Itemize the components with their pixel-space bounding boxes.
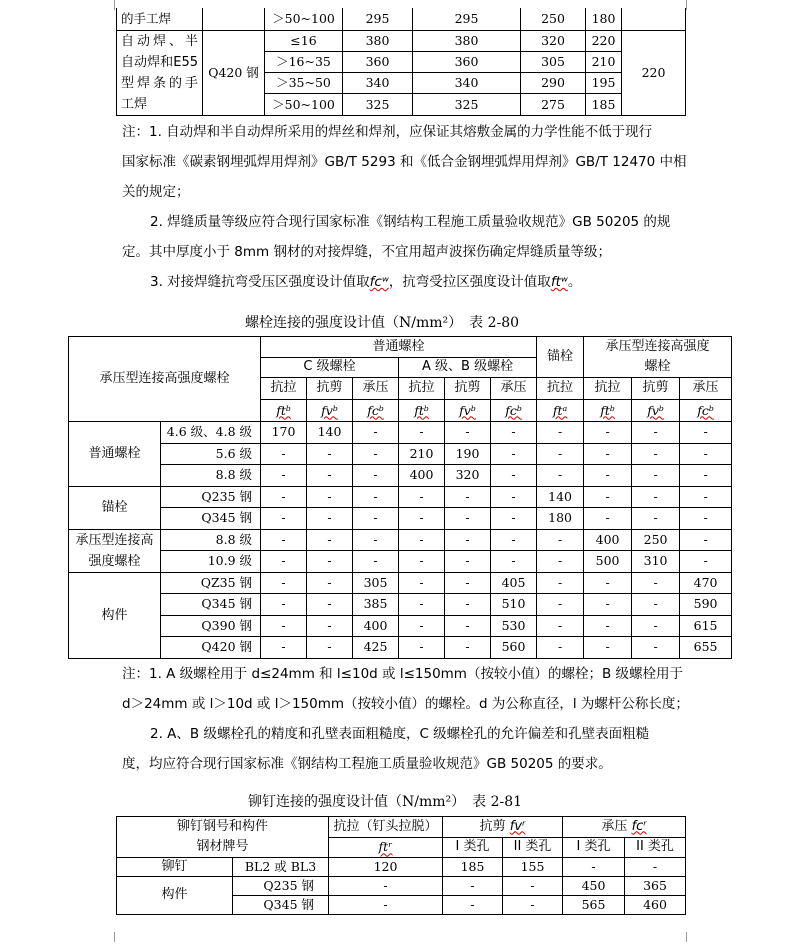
weld-notes [122, 117, 687, 297]
weld-grade-cell [203, 8, 265, 30]
note-line [122, 267, 687, 297]
weld-value-cell: 210 [586, 51, 622, 72]
bolt-value: - [632, 465, 680, 487]
bolt-value: 405 [491, 572, 537, 594]
symbol-cell [445, 400, 491, 422]
bolt-value: - [353, 486, 399, 508]
hole-class: I 类孔 [563, 837, 625, 858]
weld-value-cell: 295 [413, 8, 521, 30]
header-ordinary-bolt: 普通螺栓 [261, 337, 537, 358]
weld-value-cell: 220 [586, 30, 622, 51]
bolt-value: 140 [537, 486, 584, 508]
bolt-value: - [680, 422, 732, 444]
symbol-cell [261, 400, 307, 422]
weld-thickness-cell: ＞35~50 [265, 73, 343, 94]
crop-mark-top-left [104, 0, 115, 10]
weld-thickness-cell: ＞50~100 [265, 94, 343, 115]
bolt-value: - [307, 637, 353, 659]
bolt-value: - [584, 443, 632, 465]
weld-value-cell: 185 [586, 94, 622, 115]
bolt-value: - [353, 443, 399, 465]
bolt-value: - [632, 572, 680, 594]
bolt-value: - [632, 443, 680, 465]
header-ab-grade: A 级、B 级螺栓 [399, 357, 537, 378]
symbol-fcr: fcʳ [631, 818, 647, 834]
weld-value-cell: 325 [413, 94, 521, 115]
sub-header: 承压 [680, 378, 732, 400]
bolt-value: - [261, 572, 307, 594]
rivet-value: - [443, 896, 503, 915]
bolt-value: - [399, 594, 445, 616]
member-grade: Q345 钢 [233, 896, 329, 915]
symbol-cell [584, 400, 632, 422]
weld-thickness-cell: ＞50~100 [265, 8, 343, 30]
strength-symbol: fvᵇ [647, 402, 664, 418]
weld-value-cell: 195 [586, 73, 622, 94]
strength-symbol: fcᵇ [367, 402, 384, 418]
rivet-value: 185 [443, 858, 503, 877]
bolt-value: - [261, 486, 307, 508]
bolt-value: 590 [680, 594, 732, 616]
bolt-value: - [632, 486, 680, 508]
weld-strength-table [116, 8, 686, 116]
bolt-value: - [584, 508, 632, 530]
note-line: 注：1. 自动焊和半自动焊所采用的焊丝和焊剂，应保证其熔敷金属的力学性能不低于现行 [122, 124, 653, 140]
bolt-value: - [307, 529, 353, 551]
bolt-value: 425 [353, 637, 399, 659]
bolt-value: - [445, 529, 491, 551]
bolt-value: - [584, 572, 632, 594]
weld-thickness-cell: ＞16~35 [265, 51, 343, 72]
weld-value-cell: 305 [521, 51, 586, 72]
bolt-value: 470 [680, 572, 732, 594]
header-shear [443, 817, 563, 838]
weld-value-cell: 380 [413, 30, 521, 51]
weld-value-cell: 360 [413, 51, 521, 72]
sub-header: 抗拉 [537, 378, 584, 400]
note-line: d＞24mm 或 l＞10d 或 l＞150mm（按较小值）的螺栓。d 为公称直径，l 为螺杆公称长度； [122, 696, 689, 712]
table-caption-2-80: 螺栓连接的强度设计值（N/mm²） 表 2-80 [245, 315, 520, 331]
bolt-value: - [584, 637, 632, 659]
rivet-corner-header [117, 817, 329, 858]
symbol-cell [632, 400, 680, 422]
bolt-value: - [537, 465, 584, 487]
rivet-value: 450 [563, 877, 625, 896]
sub-header: 抗拉 [584, 378, 632, 400]
bolt-group: 锚栓 [69, 486, 161, 529]
bolt-value: - [445, 594, 491, 616]
bolt-value: - [680, 551, 732, 573]
note-line: 度，均应符合现行国家标准《钢结构工程施工质量验收规范》GB 50205 的要求。 [122, 756, 612, 772]
bolt-group: 普通螺栓 [69, 422, 161, 487]
header-bearing-text: 承压 [601, 818, 628, 834]
bolt-value: 385 [353, 594, 399, 616]
rivet-value: 365 [625, 877, 686, 896]
sub-header: 抗拉 [261, 378, 307, 400]
symbol-cell [399, 400, 445, 422]
bolt-value: - [307, 551, 353, 573]
bolt-value: - [445, 486, 491, 508]
rivet-value: - [443, 877, 503, 896]
bolt-value: - [680, 443, 732, 465]
header-tension: 抗拉（钉头拉脱） [329, 817, 443, 838]
bolt-value: - [491, 422, 537, 444]
rivet-value: - [329, 877, 443, 896]
bolt-value: - [445, 422, 491, 444]
bolt-value: - [491, 529, 537, 551]
bolt-grade: 5.6 级 [161, 443, 261, 465]
bolt-value: - [537, 572, 584, 594]
bolt-value: - [584, 486, 632, 508]
table-row [69, 486, 732, 508]
sub-header: 抗剪 [307, 378, 353, 400]
bolt-value: - [445, 551, 491, 573]
sub-header: 承压 [491, 378, 537, 400]
rivet-value: 120 [329, 858, 443, 877]
bolt-value: - [537, 529, 584, 551]
bolt-value: 510 [491, 594, 537, 616]
rivet-corner-text: 铆钉钢号和构件钢材牌号 [177, 819, 269, 854]
rivet-value: - [503, 896, 563, 915]
sub-header: 承压 [353, 378, 399, 400]
crop-mark-bottom-right [686, 932, 697, 942]
weld-value-cell: 290 [521, 73, 586, 94]
bolt-value: - [353, 551, 399, 573]
bolt-value: - [399, 551, 445, 573]
weld-grade-cell: Q420 钢 [203, 30, 265, 115]
symbol-fcw: fcʷ [369, 274, 389, 290]
bolt-value: 500 [584, 551, 632, 573]
bolt-value: - [491, 486, 537, 508]
bolt-value: - [680, 486, 732, 508]
bolt-value: - [632, 637, 680, 659]
note-line: 2. A、B 级螺栓孔的精度和孔壁表面粗糙度，C 级螺栓孔的允许偏差和孔壁表面粗糙 [150, 726, 650, 742]
note-line: 国家标准《碳素钢埋弧焊用焊剂》GB/T 5293 和《低合金钢埋弧焊用焊剂》GB/T 12470 中相 [122, 154, 687, 170]
bolt-value: 560 [491, 637, 537, 659]
crop-mark-bottom-left [104, 932, 115, 942]
bolt-value: - [537, 443, 584, 465]
bolt-value: - [445, 615, 491, 637]
symbol-fvr: fvʳ [509, 818, 526, 834]
bolt-group: 构件 [69, 572, 161, 658]
bolt-value: - [353, 465, 399, 487]
strength-symbol: fcᵇ [697, 402, 714, 418]
weld-value-cell: 295 [343, 8, 413, 30]
weld-method-cell: 的手工焊 [117, 8, 203, 30]
table-row [69, 508, 732, 530]
bolt-value: 320 [445, 465, 491, 487]
strength-symbol: ftᵇ [600, 402, 615, 418]
bolt-value: - [445, 572, 491, 594]
bolt-value: - [399, 422, 445, 444]
symbol-cell [353, 400, 399, 422]
bolt-value: - [537, 551, 584, 573]
header-c-grade: C 级螺栓 [261, 357, 399, 378]
weld-fillet-cell [622, 8, 686, 30]
table-row [69, 551, 732, 573]
bolt-grade: QZ35 钢 [161, 572, 261, 594]
bolt-value: - [491, 443, 537, 465]
bolt-value: - [584, 422, 632, 444]
header-bearing [563, 817, 686, 838]
bolt-value: - [680, 465, 732, 487]
weld-value-cell: 340 [343, 73, 413, 94]
bolt-value: - [491, 465, 537, 487]
sub-header: 抗剪 [632, 378, 680, 400]
hole-class: II 类孔 [625, 837, 686, 858]
rivet-strength-table [116, 816, 686, 915]
bolt-grade: 10.9 级 [161, 551, 261, 573]
bolt-value: - [261, 465, 307, 487]
header-anchor-bolt: 锚栓 [537, 337, 584, 378]
symbol-cell [537, 400, 584, 422]
bolt-grade: Q235 钢 [161, 486, 261, 508]
bolt-value: - [261, 443, 307, 465]
table-row [69, 465, 732, 487]
table-row [69, 615, 732, 637]
bolt-value: - [353, 422, 399, 444]
note-line: 注：1. A 级螺栓用于 d≤24mm 和 l≤10d 或 l≤150mm（按较小值）的螺栓；B 级螺栓用于 [122, 666, 684, 682]
bolt-value: - [537, 594, 584, 616]
symbol-cell [491, 400, 537, 422]
bolt-value: - [399, 508, 445, 530]
bolt-value: - [632, 594, 680, 616]
bolt-value: - [261, 615, 307, 637]
weld-value-cell: 340 [413, 73, 521, 94]
bolt-strength-table [68, 336, 732, 659]
bolt-value: - [680, 529, 732, 551]
table-row [69, 594, 732, 616]
rivet-value: - [563, 858, 625, 877]
bolt-grade: Q390 钢 [161, 615, 261, 637]
bolt-value: - [307, 615, 353, 637]
member-group: 构件 [117, 877, 233, 915]
bolt-value: - [353, 529, 399, 551]
bolt-corner-header: 承压型连接高强度螺栓 [69, 337, 261, 422]
bolt-value: - [307, 443, 353, 465]
table-row [69, 529, 732, 551]
bolt-grade: Q345 钢 [161, 594, 261, 616]
table-caption-2-81: 铆钉连接的强度设计值（N/mm²） 表 2-81 [248, 794, 523, 810]
strength-symbol: fvᵇ [459, 402, 476, 418]
bolt-value: - [632, 508, 680, 530]
bolt-grade: 4.6 级、4.8 级 [161, 422, 261, 444]
bolt-grade: 8.8 级 [161, 529, 261, 551]
rivet-value: - [625, 858, 686, 877]
weld-value-cell: 360 [343, 51, 413, 72]
bolt-value: 310 [632, 551, 680, 573]
weld-value-cell: 320 [521, 30, 586, 51]
strength-symbol: fcᵇ [505, 402, 522, 418]
table-row [69, 422, 732, 444]
bolt-value: - [307, 465, 353, 487]
bolt-value: 170 [261, 422, 307, 444]
bolt-notes [122, 659, 689, 779]
bolt-value: - [632, 422, 680, 444]
note-line: 定。其中厚度小于 8mm 钢材的对接焊缝，不宜用超声波探伤确定焊缝质量等级； [122, 244, 611, 260]
symbol-cell [307, 400, 353, 422]
bolt-value: 250 [632, 529, 680, 551]
header-bearing-text: 承压型连接高强度螺栓 [605, 339, 710, 374]
strength-symbol: ftᵇ [276, 402, 291, 418]
weld-value-cell: 275 [521, 94, 586, 115]
strength-symbol: ftᵃ [552, 402, 568, 418]
note-line: 2. 焊缝质量等级应符合现行国家标准《钢结构工程施工质量验收规范》GB 50205 的规 [150, 214, 671, 230]
bolt-value: - [445, 637, 491, 659]
sub-header: 抗剪 [445, 378, 491, 400]
hole-class: I 类孔 [443, 837, 503, 858]
table-row [69, 443, 732, 465]
header-bearing-bolt [584, 337, 732, 378]
bolt-grade: Q420 钢 [161, 637, 261, 659]
rivet-grade: BL2 或 BL3 [233, 858, 329, 877]
bolt-grade: 8.8 级 [161, 465, 261, 487]
bolt-value: 655 [680, 637, 732, 659]
bolt-value: - [584, 465, 632, 487]
symbol-ftw: ftʷ [550, 274, 568, 290]
bolt-value: 180 [537, 508, 584, 530]
bolt-group: 承压型连接高强度螺栓 [69, 529, 161, 572]
strength-symbol: ftᵇ [414, 402, 429, 418]
table-row [69, 637, 732, 659]
weld-fillet-value: 220 [622, 30, 686, 115]
bolt-value: - [261, 529, 307, 551]
bolt-value: - [491, 508, 537, 530]
rivet-value: 155 [503, 858, 563, 877]
symbol-ftr-cell [329, 837, 443, 858]
bolt-value: - [399, 486, 445, 508]
weld-value-cell: 250 [521, 8, 586, 30]
rivet-group: 铆钉 [117, 858, 233, 877]
bolt-value: - [353, 508, 399, 530]
bolt-value: - [680, 508, 732, 530]
bolt-value: - [537, 637, 584, 659]
table-row [69, 572, 732, 594]
bolt-value: 615 [680, 615, 732, 637]
note-line: 关的规定； [122, 184, 190, 200]
weld-method-cell: 自动焊、半自动焊和E55型焊条的手工焊 [117, 30, 203, 115]
hole-class: II 类孔 [503, 837, 563, 858]
bolt-value: - [584, 594, 632, 616]
member-grade: Q235 钢 [233, 877, 329, 896]
bolt-value: - [491, 551, 537, 573]
bolt-value: - [399, 572, 445, 594]
bolt-value: - [399, 615, 445, 637]
header-shear-text: 抗剪 [479, 818, 506, 834]
bolt-value: - [307, 594, 353, 616]
crop-mark-top-right [686, 0, 697, 10]
bolt-value: - [261, 594, 307, 616]
bolt-value: - [584, 615, 632, 637]
bolt-value: 400 [353, 615, 399, 637]
bolt-value: - [632, 615, 680, 637]
rivet-value: 460 [625, 896, 686, 915]
weld-value-cell: 325 [343, 94, 413, 115]
bolt-value: - [445, 508, 491, 530]
bolt-value: - [307, 486, 353, 508]
bolt-value: 305 [353, 572, 399, 594]
rivet-value: - [329, 896, 443, 915]
bolt-value: - [399, 529, 445, 551]
note-text: ，抗弯受拉区强度设计值取 [388, 274, 551, 290]
bolt-value: - [261, 637, 307, 659]
bolt-value: 530 [491, 615, 537, 637]
bolt-value: - [261, 551, 307, 573]
symbol-ftr: ftʳ [378, 839, 393, 855]
rivet-value: - [503, 877, 563, 896]
bolt-value: 210 [399, 443, 445, 465]
sub-header: 抗拉 [399, 378, 445, 400]
bolt-grade: Q345 钢 [161, 508, 261, 530]
rivet-value: 565 [563, 896, 625, 915]
bolt-value: - [307, 508, 353, 530]
bolt-value: 400 [399, 465, 445, 487]
symbol-cell [680, 400, 732, 422]
strength-symbol: fvᵇ [321, 402, 338, 418]
weld-value-cell: 180 [586, 8, 622, 30]
bolt-value: - [307, 572, 353, 594]
bolt-value: - [537, 422, 584, 444]
bolt-value: - [537, 615, 584, 637]
bolt-value: - [261, 508, 307, 530]
bolt-value: 190 [445, 443, 491, 465]
bolt-value: 400 [584, 529, 632, 551]
bolt-value: - [399, 637, 445, 659]
note-text: 。 [567, 274, 582, 290]
bolt-value: 140 [307, 422, 353, 444]
weld-value-cell: 380 [343, 30, 413, 51]
weld-thickness-cell: ≤16 [265, 30, 343, 51]
note-text: 3. 对接焊缝抗弯受压区强度设计值取 [150, 274, 370, 290]
